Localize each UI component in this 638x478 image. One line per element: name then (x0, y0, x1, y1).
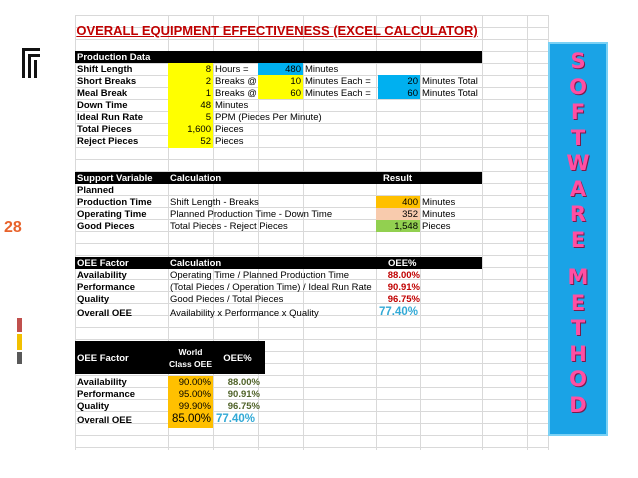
world-row-label: Performance (77, 389, 136, 400)
world-row-oee: 96.75% (227, 401, 260, 412)
world-header-oee: OEE% (223, 353, 252, 364)
support-row-label: Production Time (77, 197, 152, 208)
accent-bar-red (17, 318, 22, 332)
production-header: Production Data (77, 52, 151, 63)
meal-break-value[interactable]: 1 (205, 88, 211, 99)
software-method-banner (548, 42, 608, 436)
support-row-calc: Shift Length - Breaks (170, 197, 259, 208)
world-header-world-line2: Class OEE (169, 359, 212, 369)
banner-letter: M (567, 265, 589, 289)
meal-break-label: Meal Break (77, 88, 128, 99)
reject-pieces-value[interactable]: 52 (200, 136, 211, 147)
ideal-run-rate-unit: PPM (Pieces Per Minute) (215, 112, 322, 123)
banner-letter: F (570, 100, 586, 124)
banner-letter: D (569, 392, 587, 417)
world-row-label: Availability (77, 377, 127, 388)
banner-letter: O (569, 74, 587, 99)
support-row-unit: Minutes (422, 197, 456, 208)
shift-length-minutes: 480 (285, 64, 301, 75)
support-row-calc: Total Pieces - Reject Pieces (170, 221, 288, 232)
short-breaks-label: Short Breaks (77, 76, 137, 87)
short-breaks-unit: Breaks @ (215, 76, 257, 87)
support-header-result: Result (383, 173, 413, 184)
world-row-world: 99.90% (178, 401, 211, 412)
down-time-value[interactable]: 48 (200, 100, 211, 111)
short-breaks-total-unit: Minutes Total (422, 76, 478, 87)
total-pieces-value[interactable]: 1,600 (187, 124, 211, 135)
oee-row-label: Availability (77, 270, 127, 281)
support-row-value: 352 (402, 209, 418, 220)
oee-header-bar (75, 257, 482, 269)
oee-row-label: Performance (77, 282, 136, 293)
banner-letter: E (570, 290, 586, 315)
ideal-run-rate-value[interactable]: 5 (205, 112, 211, 123)
world-header-factor: OEE Factor (77, 353, 129, 364)
banner-letter: E (570, 227, 586, 252)
short-breaks-total: 20 (407, 76, 418, 87)
shift-length-value[interactable]: 8 (205, 64, 211, 75)
world-row-oee: 90.91% (227, 389, 260, 400)
oee-header-factor: OEE Factor (77, 258, 129, 269)
support-header-calculation: Calculation (170, 173, 222, 184)
meal-break-total: 60 (407, 88, 418, 99)
support-row-label: Good Pieces (77, 221, 135, 232)
banner-letter: R (569, 202, 587, 226)
down-time-label: Down Time (77, 100, 128, 111)
meal-break-unit: Breaks @ (215, 88, 257, 99)
banner-letter: A (569, 176, 587, 201)
support-row-value: 400 (402, 197, 418, 208)
accent-bar-gray (17, 352, 22, 364)
reject-pieces-label: Reject Pieces (77, 136, 139, 147)
oee-row-value: 88.00% (387, 270, 420, 281)
support-row-value: 1,548 (394, 221, 418, 232)
short-breaks-each-unit: Minutes Each = (305, 76, 371, 87)
oee-overall-label: Overall OEE (77, 308, 132, 319)
page-number: 28 (4, 219, 22, 236)
meal-break-each[interactable]: 60 (290, 88, 301, 99)
total-pieces-unit: Pieces (215, 124, 244, 135)
support-row-unit: Minutes (422, 209, 456, 220)
world-overall-label: Overall OEE (77, 415, 132, 426)
oee-overall-value: 77.40% (378, 306, 418, 318)
page-title: OVERALL EQUIPMENT EFFECTIVENESS (EXCEL CALCULATOR) (76, 23, 478, 38)
banner-letter: W (566, 151, 590, 175)
world-row-oee: 88.00% (227, 377, 260, 388)
down-time-unit: Minutes (215, 100, 249, 111)
oee-header-pct: OEE% (388, 258, 417, 269)
world-overall-world: 85.00% (171, 413, 211, 425)
total-pieces-label: Total Pieces (77, 124, 132, 135)
meal-break-each-unit: Minutes Each = (305, 88, 371, 99)
banner-letter: H (569, 341, 587, 366)
planned-label: Planned (77, 185, 114, 196)
oee-overall-calc: Availability x Performance x Quality (170, 308, 319, 319)
world-row-world: 90.00% (178, 377, 211, 388)
oee-row-calc: (Total Pieces / Operation Time) / Ideal Run Rate (170, 282, 372, 293)
support-row-calc: Planned Production Time - Down Time (170, 209, 333, 220)
banner-letter: S (570, 49, 586, 73)
reject-pieces-unit: Pieces (215, 136, 244, 147)
oee-row-calc: Good Pieces / Total Pieces (170, 294, 284, 305)
support-header-variable: Support Variable (77, 173, 153, 184)
ideal-run-rate-label: Ideal Run Rate (77, 112, 143, 123)
world-overall-oee: 77.40% (216, 413, 256, 425)
shift-length-label: Shift Length (77, 64, 133, 75)
shift-length-minutes-unit: Minutes (305, 64, 339, 75)
banner-letter: T (570, 125, 586, 150)
oee-header-calculation: Calculation (170, 258, 222, 269)
world-row-label: Quality (77, 401, 110, 412)
shift-length-unit: Hours = (215, 64, 249, 75)
oee-row-value: 90.91% (387, 282, 420, 293)
oee-row-value: 96.75% (387, 294, 420, 305)
short-breaks-each[interactable]: 10 (290, 76, 301, 87)
banner-letter: T (570, 316, 586, 340)
oee-row-calc: Operating Time / Planned Production Time (170, 270, 350, 281)
sheet-corner-icon (22, 48, 40, 78)
world-header-world-line1: World (178, 347, 203, 357)
banner-letter: O (569, 367, 587, 391)
meal-break-total-unit: Minutes Total (422, 88, 478, 99)
short-breaks-value[interactable]: 2 (205, 76, 211, 87)
oee-row-label: Quality (77, 294, 110, 305)
support-row-label: Operating Time (77, 209, 147, 220)
support-row-unit: Pieces (422, 221, 451, 232)
world-row-world: 95.00% (178, 389, 211, 400)
accent-bar-yellow (17, 334, 22, 350)
